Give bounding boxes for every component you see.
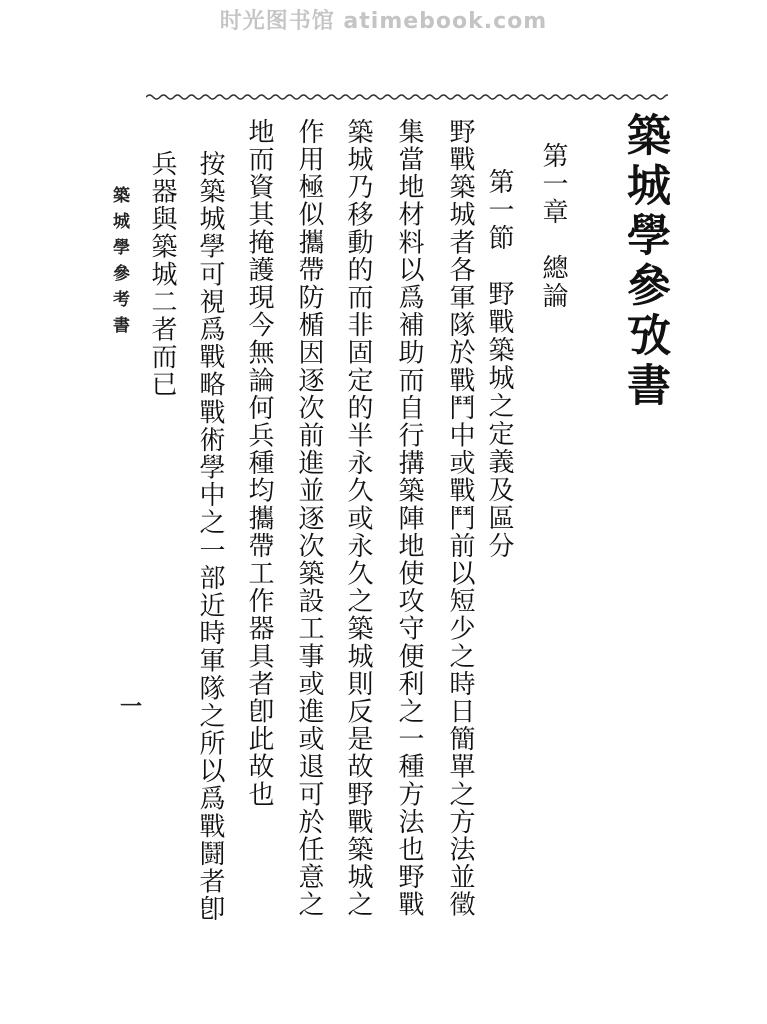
chapter-heading: 第一章 總論	[538, 142, 568, 310]
body-column-5: 地而資其掩護現今無論何兵種均攜帶工作器具者卽此故也	[244, 118, 274, 808]
page-number-mark: 一	[120, 694, 143, 720]
body-column-6: 按築城學可視爲戰略戰術學中之一部近時軍隊之所以爲戰鬪者卽	[195, 150, 225, 923]
section-heading: 第一節 野戰築城之定義及區分	[484, 168, 514, 560]
body-column-4: 作用極似攜帶防楯因逐次前進並逐次築設工事或進或退可於任意之	[294, 118, 324, 919]
book-title: 築城學參攷書	[619, 112, 670, 412]
watermark: 时光图书馆 atimebook.com	[219, 9, 548, 34]
body-column-7: 兵器與築城二者而已	[147, 150, 177, 399]
top-wavy-rule	[146, 92, 668, 102]
body-column-3: 築城乃移動的而非固定的半永久或永久之築城則反是故野戰築城之	[343, 118, 373, 919]
body-column-2: 集當地材料以爲補助而自行搆築陣地使攻守便利之一種方法也野戰	[394, 118, 424, 919]
margin-book-title: 築城學參考書	[109, 186, 129, 342]
body-column-1: 野戰築城者各軍隊於戰鬥中或戰鬥前以短少之時日簡單之方法並徵	[445, 118, 475, 919]
